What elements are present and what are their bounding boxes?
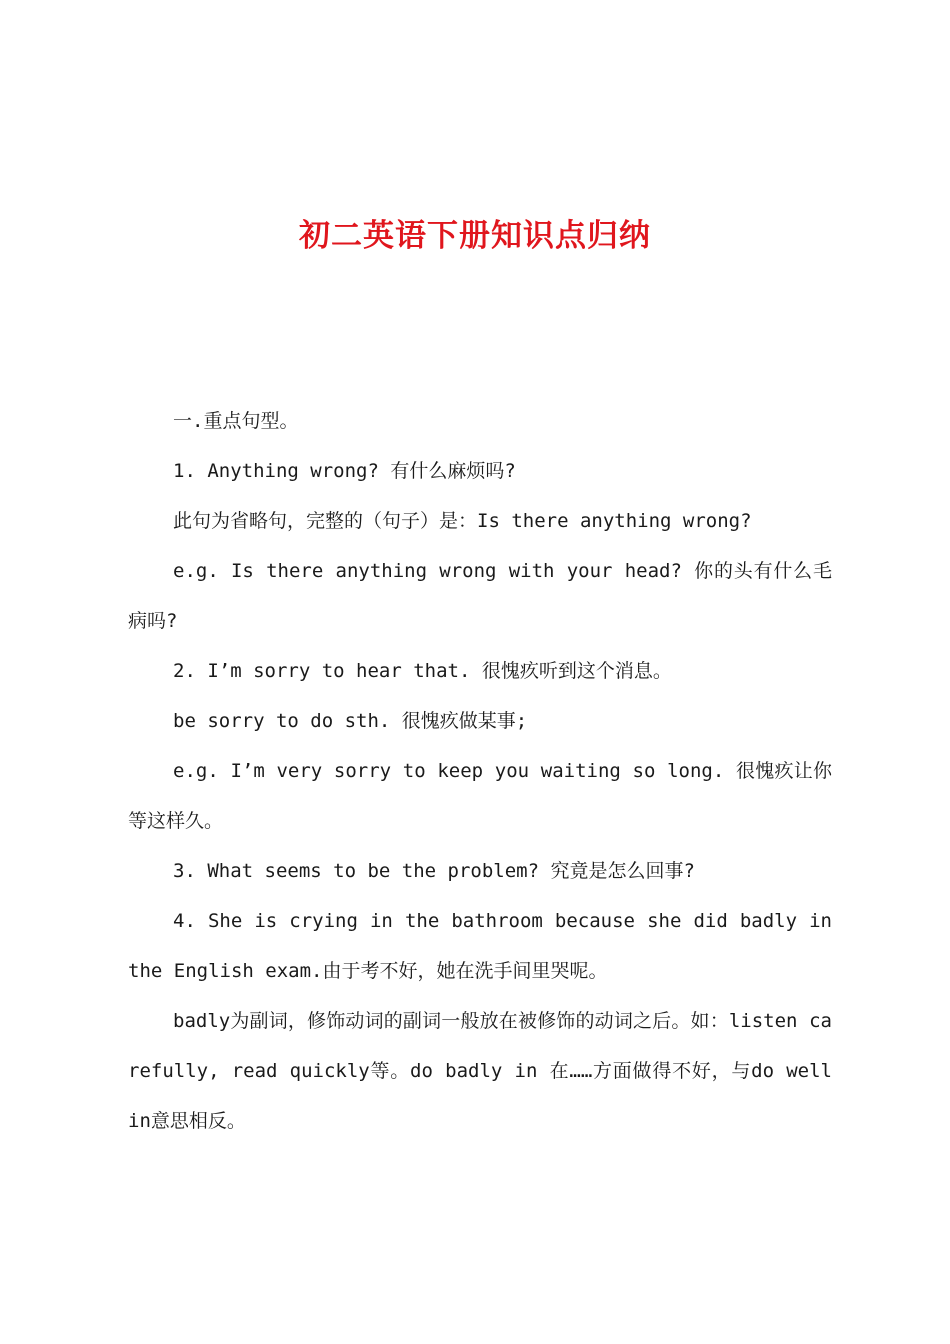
paragraph: badly为副词，修饰动词的副词一般放在被修饰的动词之后。如：listen carefully, read quickly等。do badly in 在……方面做得不好，与do well in意思相反。	[128, 1010, 832, 1132]
paragraph: 1. Anything wrong? 有什么麻烦吗?	[173, 460, 516, 482]
paragraph: e.g. Is there anything wrong with your head? 你的头有什么毛病吗?	[128, 560, 832, 632]
section-heading: 一.重点句型。	[173, 410, 299, 432]
paragraph: 此句为省略句，完整的（句子）是：Is there anything wrong?	[173, 510, 752, 532]
paragraph: 4. She is crying in the bathroom because she did badly in the English exam.由于考不好，她在洗手间里哭呢。	[128, 910, 832, 982]
paragraph: 2. I’m sorry to hear that. 很愧疚听到这个消息。	[173, 660, 672, 682]
document-body	[128, 396, 832, 1146]
paragraph: 3. What seems to be the problem? 究竟是怎么回事?	[173, 860, 695, 882]
document-title: 初二英语下册知识点归纳	[299, 218, 651, 254]
paragraph: be sorry to do sth. 很愧疚做某事;	[173, 710, 528, 732]
paragraph: e.g. I’m very sorry to keep you waiting so long. 很愧疚让你等这样久。	[128, 760, 832, 832]
